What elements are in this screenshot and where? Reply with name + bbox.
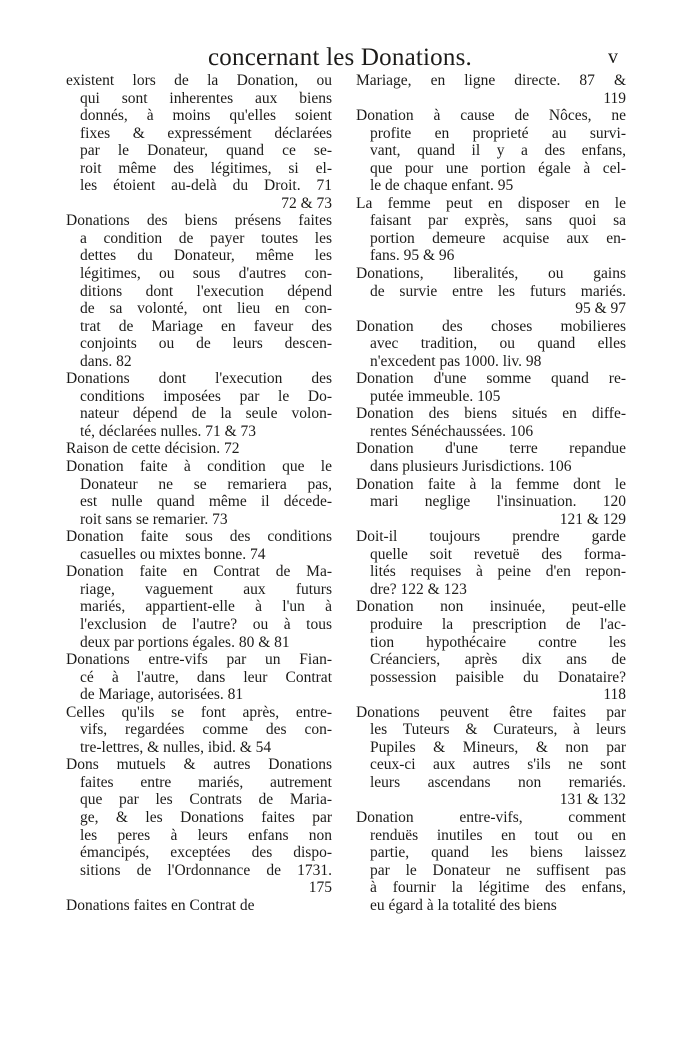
- entry-line: ceux-ci aux autres s'ils ne sont: [370, 756, 626, 774]
- entry-line: les Tuteurs & Curateurs, à leurs: [370, 721, 626, 739]
- index-entry: [356, 107, 626, 195]
- entry-line: Donation faite à la femme dont le: [356, 475, 626, 493]
- running-title: concernant les Donations.: [208, 44, 472, 71]
- entry-line: existent lors de la Donation, ou: [66, 72, 332, 89]
- entry-line: Donations, liberalités, ou gains: [356, 265, 626, 283]
- index-entry: [66, 212, 332, 370]
- entry-line: 95 & 97: [575, 300, 626, 318]
- entry-line: Dons mutuels & autres Donations: [66, 756, 332, 774]
- entry-line: dettes du Donateur, même les: [80, 247, 332, 265]
- entry-line: produire la prescription de l'ac-: [370, 615, 626, 633]
- entry-line: lités requises à peine d'en repon-: [370, 563, 626, 581]
- entry-line: les étoient au-delà du Droit. 71: [80, 177, 332, 195]
- entry-line: roit même des légitimes, si el-: [80, 159, 332, 177]
- page-number: v: [608, 46, 618, 68]
- entry-line: avec tradition, ou quand elles: [370, 335, 626, 353]
- entry-line: Donation faite sous des conditions: [66, 528, 332, 546]
- entry-line: ditions dont l'execution dépend: [80, 282, 332, 300]
- index-entry: [66, 756, 332, 896]
- entry-line: 121 & 129: [559, 510, 626, 528]
- entry-line: Donations peuvent être faites par: [356, 703, 626, 721]
- index-entry: [66, 651, 332, 704]
- entry-line: 119: [603, 89, 626, 107]
- entry-line: cé à l'autre, dans leur Contrat: [80, 668, 332, 686]
- index-entry: [356, 318, 626, 371]
- running-head: [0, 44, 700, 74]
- entry-line: leurs ascendans non remariés.: [370, 773, 626, 791]
- entry-line: ge, & les Donations faites par: [80, 808, 332, 826]
- entry-line: deux par portions égales. 80 & 81: [80, 633, 290, 651]
- entry-line: rentes Sénéchaussées. 106: [370, 422, 534, 440]
- index-entry: [66, 704, 332, 757]
- entry-line: les peres à leurs enfans non: [80, 826, 332, 844]
- entry-line: l'exclusion de l'autre? ou à tous: [80, 615, 332, 633]
- index-column-right: [356, 72, 626, 914]
- entry-line: légitimes, ou sous d'autres con-: [80, 265, 332, 283]
- index-entry: [356, 72, 626, 107]
- index-entry: [66, 440, 332, 458]
- entry-line: vifs, regardées comme des con-: [80, 721, 332, 739]
- index-entry: [356, 195, 626, 265]
- index-entry: [356, 440, 626, 475]
- entry-line: Celles qu'ils se font après, entre-: [66, 703, 332, 721]
- entry-line: portion demeure acquise aux en-: [370, 229, 626, 247]
- entry-line: que pour une portion égale à cel-: [370, 159, 626, 177]
- entry-line: 118: [603, 686, 626, 704]
- index-entry: [66, 897, 332, 915]
- entry-line: Donation des choses mobilieres: [356, 317, 626, 335]
- entry-line: conditions imposées par le Do-: [80, 387, 332, 405]
- index-entry: [356, 405, 626, 440]
- entry-line: que par les Contrats de Maria-: [80, 791, 332, 809]
- entry-line: Donation entre-vifs, comment: [356, 808, 626, 826]
- entry-line: renduës inutiles en tout ou en: [370, 826, 626, 844]
- entry-line: nateur dépend de la seule volon-: [80, 405, 332, 423]
- entry-line: putée immeuble. 105: [370, 387, 501, 405]
- entry-line: par le Donateur ne suffisent pas: [370, 861, 626, 879]
- entry-line: Donation non insinuée, peut-elle: [356, 598, 626, 616]
- entry-line: Mariage, en ligne directe. 87 &: [356, 72, 626, 89]
- entry-line: dans plusieurs Jurisdictions. 106: [370, 458, 572, 476]
- index-entry: [356, 528, 626, 598]
- entry-line: Donation faite en Contrat de Ma-: [66, 563, 332, 581]
- entry-line: faisant par exprès, sans quoi sa: [370, 212, 626, 230]
- entry-line: qui sont inherentes aux biens: [80, 89, 332, 107]
- entry-line: vant, quand il y a des enfans,: [370, 142, 626, 160]
- entry-line: mari neglige l'insinuation. 120: [370, 493, 626, 511]
- index-column-left: [66, 72, 332, 914]
- entry-line: n'excedent pas 1000. liv. 98: [370, 352, 542, 370]
- index-entry: [356, 265, 626, 318]
- entry-line: té, déclarées nulles. 71 & 73: [80, 422, 257, 440]
- entry-line: de sa volonté, ont lieu en con-: [80, 300, 332, 318]
- entry-line: Donation d'une terre repandue: [356, 440, 626, 458]
- index-entry: [66, 370, 332, 440]
- entry-line: Donation à cause de Nôces, ne: [356, 107, 626, 125]
- entry-line: Donations dont l'execution des: [66, 370, 332, 388]
- entry-line: eu égard à la totalité des biens: [370, 896, 557, 914]
- entry-line: Doit-il toujours prendre garde: [356, 528, 626, 546]
- entry-line: Donations entre-vifs par un Fian-: [66, 651, 332, 669]
- entry-line: Donation faite à condition que le: [66, 458, 332, 476]
- entry-line: fixes & expressément déclarées: [80, 124, 332, 142]
- entry-line: Donations des biens présens faites: [66, 212, 332, 230]
- entry-line: quelle soit revetuë des forma-: [370, 545, 626, 563]
- entry-line: sitions de l'Ordonnance de 1731.: [80, 861, 332, 879]
- index-entry: [356, 370, 626, 405]
- entry-line: Raison de cette décision. 72: [66, 440, 240, 458]
- entry-line: mariés, appartient-elle à l'un à: [80, 598, 332, 616]
- entry-line: roit sans se remarier. 73: [80, 510, 228, 528]
- entry-line: Donation des biens situés en diffe-: [356, 405, 626, 423]
- index-entry: [356, 704, 626, 809]
- entry-line: Donateur ne se remariera pas,: [80, 475, 332, 493]
- entry-line: émancipés, exceptées des dispo-: [80, 844, 332, 862]
- entry-line: dans. 82: [80, 352, 132, 370]
- entry-line: partie, quand les biens laissez: [370, 844, 626, 862]
- entry-line: tre-lettres, & nulles, ibid. & 54: [80, 738, 272, 756]
- entry-line: faites entre mariés, autrement: [80, 773, 332, 791]
- entry-line: 131 & 132: [559, 791, 626, 809]
- entry-line: fans. 95 & 96: [370, 247, 455, 265]
- entry-line: donnés, à moins qu'elles soient: [80, 107, 332, 125]
- entry-line: trat de Mariage en faveur des: [80, 317, 332, 335]
- entry-line: Donations faites en Contrat de: [66, 896, 255, 914]
- entry-line: 175: [308, 879, 332, 897]
- entry-line: possession paisible du Donataire?: [370, 668, 626, 686]
- index-entry: [66, 563, 332, 651]
- entry-line: profite en proprieté au survi-: [370, 124, 626, 142]
- index-entry: [66, 528, 332, 563]
- entry-line: a condition de payer toutes les: [80, 229, 332, 247]
- index-entry: [66, 458, 332, 528]
- entry-line: Créanciers, après dix ans de: [370, 651, 626, 669]
- entry-line: tion hypothécaire contre les: [370, 633, 626, 651]
- entry-line: de survie entre les futurs mariés.: [370, 282, 626, 300]
- entry-line: riage, vaguement aux futurs: [80, 580, 332, 598]
- entry-line: de Mariage, autorisées. 81: [80, 686, 244, 704]
- index-entry: [356, 476, 626, 529]
- entry-line: dre? 122 & 123: [370, 580, 467, 598]
- entry-line: Donation d'une somme quand re-: [356, 370, 626, 388]
- entry-line: est nulle quand même il décede-: [80, 493, 332, 511]
- entry-line: La femme peut en disposer en le: [356, 194, 626, 212]
- entry-line: à fournir la légitime des enfans,: [370, 879, 626, 897]
- entry-line: le de chaque enfant. 95: [370, 177, 514, 195]
- index-entry: [66, 72, 332, 212]
- entry-line: Pupiles & Mineurs, & non par: [370, 738, 626, 756]
- index-entry: [356, 598, 626, 703]
- index-entry: [356, 809, 626, 914]
- entry-line: casuelles ou mixtes bonne. 74: [80, 545, 266, 563]
- entry-line: conjoints ou de leurs descen-: [80, 335, 332, 353]
- entry-line: 72 & 73: [281, 194, 332, 212]
- entry-line: par le Donateur, quand ce se-: [80, 142, 332, 160]
